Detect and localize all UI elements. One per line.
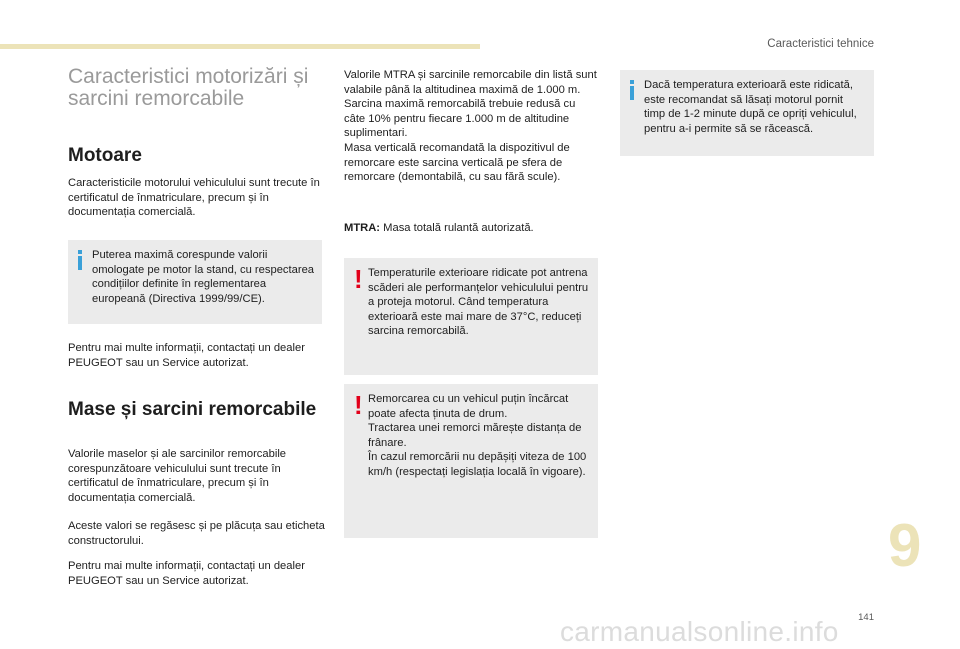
- heading-mase: Mase și sarcini remorcabile: [68, 399, 317, 420]
- warning-icon: !: [354, 390, 363, 420]
- chapter-number: 9: [888, 512, 922, 579]
- mtra-text: Masa totală rulantă autorizată.: [383, 222, 534, 234]
- info-box-motoare: [68, 240, 322, 324]
- info-text-cooling: Dacă temperatura exterioară este ridicată, este recomandat să lăsați motorul pornit timp de 1-2 minute după ce opriți vehiculul, pentru a-i permite să se răcească.: [644, 79, 857, 135]
- warning-line: Remorcarea cu un vehicul puțin încărcat poate afecta ținuta de drum.: [368, 393, 569, 420]
- mtra-paragraph-2: Masa verticală recomandată la dispozitivul de remorcare este sarcina verticală pe sfera de remorcare (demontabilă, cu sau fără scule).: [344, 142, 570, 184]
- motoare-paragraph-2: Pentru mai multe informații, contactați un dealer PEUGEOT sau un Service autorizat.: [68, 342, 305, 369]
- motoare-paragraph-1: Caracteristicile motorului vehiculului sunt trecute în certificatul de înmatriculare, precum și în documentația comercială.: [68, 177, 320, 219]
- mtra-label: MTRA:: [344, 222, 381, 234]
- info-icon: [630, 80, 634, 100]
- warning-line: În cazul remorcării nu depășiți viteza de 100 km/h (respectați legislația locală în vigoare).: [368, 451, 587, 478]
- section-header: Caracteristici tehnice: [767, 38, 874, 50]
- warning-text-towing: [368, 392, 590, 480]
- warning-box-towing: [344, 384, 598, 538]
- mase-paragraph-3: Pentru mai multe informații, contactați un dealer PEUGEOT sau un Service autorizat.: [68, 560, 305, 587]
- mtra-definition: [344, 221, 598, 236]
- mase-paragraph-1: Valorile maselor și ale sarcinilor remorcabile corespunzătoare vehiculului sunt trecute în certificatul de înmatriculare, precum și în documentația comercială.: [68, 448, 287, 504]
- mtra-paragraph-1: Valorile MTRA și sarcinile remorcabile din listă sunt valabile până la altitudinea maximă de 1.000 m. Sarcina maximă remorcabilă trebuie redusă cu câte 10% pentru fiecare 1.000 m de altitudine suplimentari.: [344, 69, 597, 140]
- mase-paragraph-2: Aceste valori se regăsesc și pe plăcuța sau eticheta constructorului.: [68, 520, 325, 547]
- heading-motoare: Motoare: [68, 145, 142, 166]
- warning-text-temperature: Temperaturile exterioare ridicate pot antrena scăderi ale performanțelor vehiculului pentru a proteja motorul. Când temperatura exterioară este mai mare de 37°C, reduceți sarcina remorcabilă.: [368, 267, 589, 338]
- info-text-motoare: Puterea maximă corespunde valorii omologate pe motor la stand, cu respectarea condițiilor definite în reglementarea europeană (Directiva 1999/99/CE).: [92, 249, 315, 305]
- warning-box-temperature: [344, 258, 598, 375]
- watermark: carmanualsonline.info: [560, 616, 839, 647]
- warning-line: Tractarea unei remorci mărește distanța de frânare.: [368, 422, 582, 449]
- page-title: Caracteristici motorizări și sarcini remorcabile: [68, 65, 309, 110]
- info-icon: [78, 250, 82, 270]
- warning-icon: !: [354, 264, 363, 294]
- info-box-cooling: [620, 70, 874, 156]
- page-number: 141: [858, 612, 874, 623]
- header-accent-bar: [0, 44, 480, 49]
